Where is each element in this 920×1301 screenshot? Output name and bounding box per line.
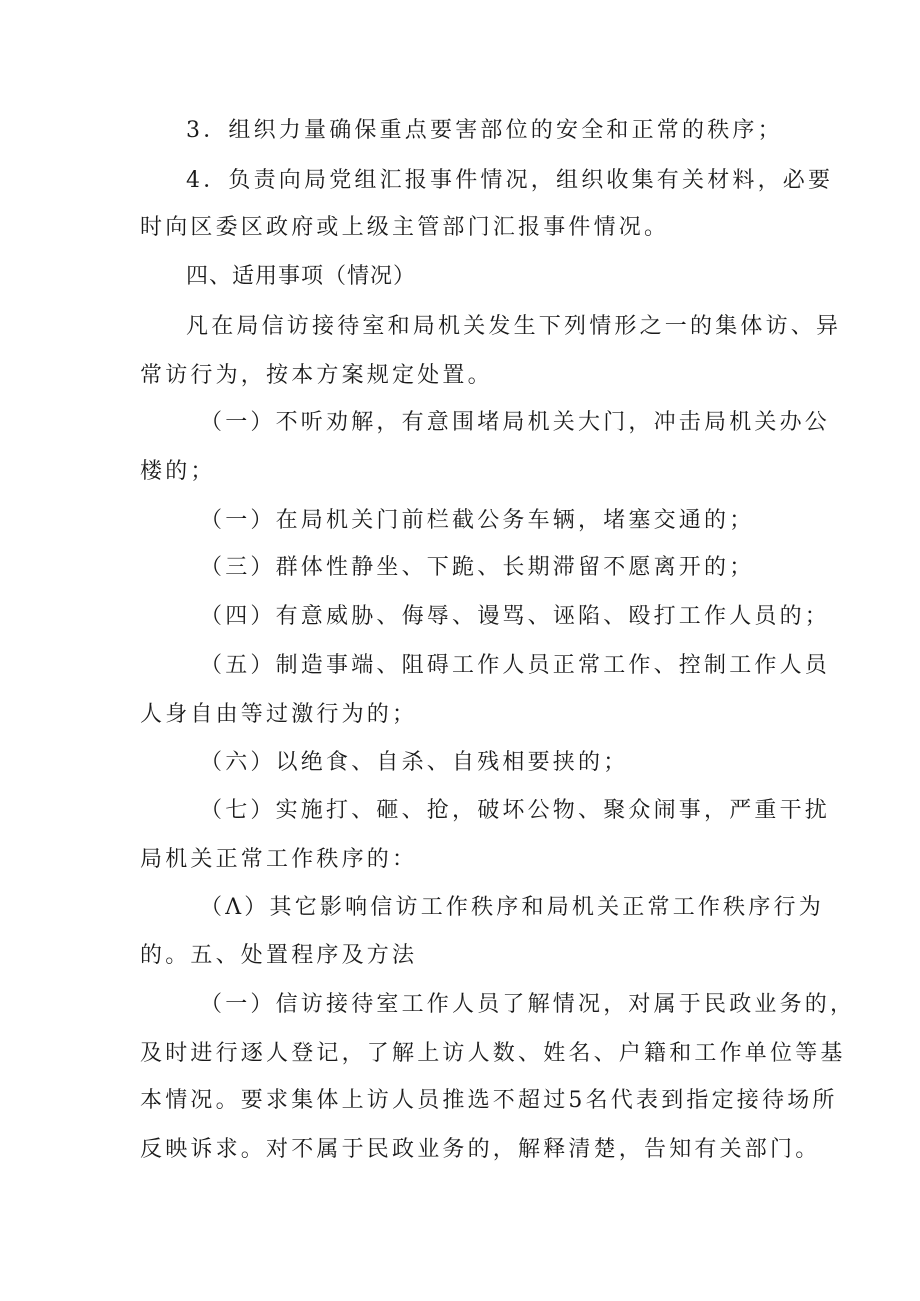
text-line: （三）群体性静坐、下跪、长期滞留不愿离开的；: [200, 555, 755, 580]
text-line: 楼的；: [140, 459, 216, 484]
text-line: 反映诉求。对不属于民政业务的，解释清楚，告知有关部门。: [140, 1137, 821, 1162]
text-line: 时向区委区政府或上级主管部门汇报事件情况。: [140, 215, 670, 240]
text-line: 凡在局信访接待室和局机关发生下列情形之一的集体访、异: [186, 314, 842, 339]
text-line: 的。五、处置程序及方法: [140, 943, 418, 968]
text-line: （一）不听劝解，有意围堵局机关大门，冲击局机关办公: [200, 410, 831, 435]
text-line: （一）信访接待室工作人员了解情况，对属于民政业务的，: [200, 992, 856, 1017]
section-heading: 四、适用事项（情况）: [186, 264, 417, 289]
text-line: （五）制造事端、阻碍工作人员正常工作、控制工作人员: [200, 653, 831, 678]
text-line: 4．负责向局党组汇报事件情况，组织收集有关材料，必要: [186, 168, 834, 193]
text-line: 本情况。要求集体上访人员推选不超过5名代表到指定接待场所: [140, 1088, 838, 1113]
text-line: （四）有意威胁、侮辱、谩骂、诬陷、殴打工作人员的；: [200, 604, 831, 629]
text-line: （Λ）其它影响信访工作秩序和局机关正常工作秩序行为: [200, 895, 824, 920]
text-line: （一）在局机关门前栏截公务车辆，堵塞交通的；: [200, 508, 755, 533]
text-line: 常访行为，按本方案规定处置。: [140, 363, 493, 388]
text-line: （六）以绝食、自杀、自残相要挟的；: [200, 750, 629, 775]
text-line: 局机关正常工作秩序的：: [140, 847, 418, 872]
text-line: （七）实施打、砸、抢，破坏公物、聚众闹事，严重干扰: [200, 798, 831, 823]
text-line: 及时进行逐人登记，了解上访人数、姓名、户籍和工作单位等基: [140, 1041, 846, 1066]
text-line: 人身自由等过激行为的；: [140, 702, 418, 727]
text-line: 3．组织力量确保重点要害部位的安全和正常的秩序；: [186, 118, 783, 143]
